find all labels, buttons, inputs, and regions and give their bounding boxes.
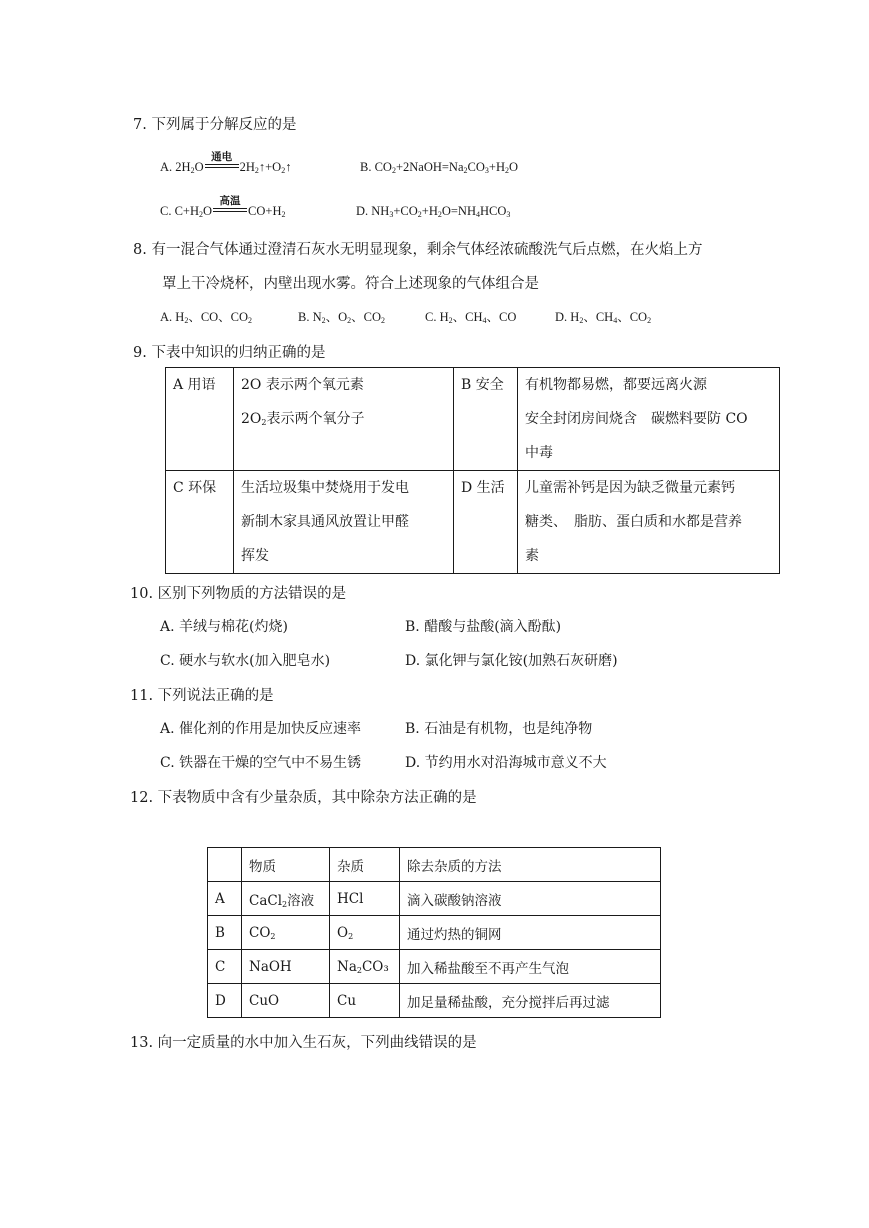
header-substance: 物质 [242, 848, 330, 882]
row-key: A [208, 882, 242, 916]
question-7-stem: 7. 下列属于分解反应的是 [133, 117, 297, 133]
cell-content: 2O 表示两个氧元素 $2O_2$表示两个氧分子 [234, 368, 454, 471]
cell-content: 儿童需补钙是因为缺乏微量元素钙 糖类、 脂肪、蛋白质和水都是营养 素 [518, 471, 780, 574]
reaction-condition-arrow: 高温 [213, 206, 247, 218]
table-row [208, 882, 661, 916]
q11-option-b: B. 石油是有机物，也是纯净物 [405, 721, 593, 737]
row-substance: CuO [242, 984, 330, 1018]
row-substance: CaCl$_2$溶液 [242, 882, 330, 916]
question-10-stem: 10. 区别下列物质的方法错误的是 [130, 586, 347, 602]
q8-option-d: D. $H_2$、$CH_4$、$CO_2$ [555, 310, 652, 325]
q8-option-a: A. $H_2$、CO、$CO_2$ [160, 310, 253, 325]
row-method: 通过灼热的铜网 [400, 916, 661, 950]
cell-label: D 生活 [454, 471, 518, 574]
row-key: C [208, 950, 242, 984]
q11-option-a: A. 催化剂的作用是加快反应速率 [160, 721, 362, 737]
row-impurity: Cu [330, 984, 400, 1018]
question-13-stem: 13. 向一定质量的水中加入生石灰，下列曲线错误的是 [130, 1035, 477, 1051]
question-8-line1: 8. 有一混合气体通过澄清石灰水无明显现象，剩余气体经浓硫酸洗气后点燃，在火焰上方 [133, 242, 703, 258]
cell-content: 有机物都易燃，都要远离火源 安全封闭房间烧含 碳燃料要防 CO 中毒 [518, 368, 780, 471]
q7-option-d: D. $NH_3+CO_2+H_2O=NH_4HCO_3$ [356, 204, 511, 219]
knowledge-table [165, 367, 780, 574]
table-row [208, 984, 661, 1018]
q7-option-a: A. $2H_2O$ 通电 $2H_2↑+O_2↑$ [160, 152, 292, 175]
table-row [208, 916, 661, 950]
q11-option-c: C. 铁器在干燥的空气中不易生锈 [160, 755, 362, 771]
row-method: 加足量稀盐酸，充分搅拌后再过滤 [400, 984, 661, 1018]
q8-option-c: C. $H_2$、$CH_4$、CO [425, 310, 517, 325]
question-8-line2: 罩上干冷烧杯，内壁出现水雾。符合上述现象的气体组合是 [162, 276, 539, 292]
question-9-stem: 9. 下表中知识的归纳正确的是 [133, 345, 326, 361]
cell-content: 生活垃圾集中焚烧用于发电 新制木家具通风放置让甲醛 挥发 [234, 471, 454, 574]
q11-option-d: D. 节约用水对沿海城市意义不大 [405, 755, 607, 771]
row-impurity: $O_2$ [330, 916, 400, 950]
table-row [208, 950, 661, 984]
row-substance: $CO_2$ [242, 916, 330, 950]
question-11-stem: 11. 下列说法正确的是 [130, 688, 274, 704]
row-impurity: HCl [330, 882, 400, 916]
row-method: 滴入碳酸钠溶液 [400, 882, 661, 916]
row-method: 加入稀盐酸至不再产生气泡 [400, 950, 661, 984]
impurity-table [207, 847, 661, 1018]
reaction-condition-arrow: 通电 [205, 162, 239, 174]
cell-label: B 安全 [454, 368, 518, 471]
row-key: B [208, 916, 242, 950]
q10-option-d: D. 氯化钾与氯化铵(加熟石灰研磨) [405, 653, 618, 669]
cell-label: A 用语 [166, 368, 234, 471]
q10-option-a: A. 羊绒与棉花(灼烧) [160, 619, 288, 635]
header-method: 除去杂质的方法 [400, 848, 661, 882]
row-impurity: $Na_2CO_3$ [330, 950, 400, 984]
cell-label: C 环保 [166, 471, 234, 574]
q7-option-b: B. $CO_2+2NaOH=Na_2CO_3+H_2O$ [360, 160, 518, 175]
row-key: D [208, 984, 242, 1018]
q10-option-b: B. 醋酸与盐酸(滴入酚酞) [405, 619, 562, 635]
question-12-stem: 12. 下表物质中含有少量杂质，其中除杂方法正确的是 [130, 790, 477, 806]
header-blank [208, 848, 242, 882]
q10-option-c: C. 硬水与软水(加入肥皂水) [160, 653, 331, 669]
q8-option-b: B. $N_2$、$O_2$、$CO_2$ [298, 310, 386, 325]
header-impurity: 杂质 [330, 848, 400, 882]
q7-option-c: C. $C+H_2O$ 高温 $CO+H_2$ [160, 196, 286, 219]
row-substance: NaOH [242, 950, 330, 984]
